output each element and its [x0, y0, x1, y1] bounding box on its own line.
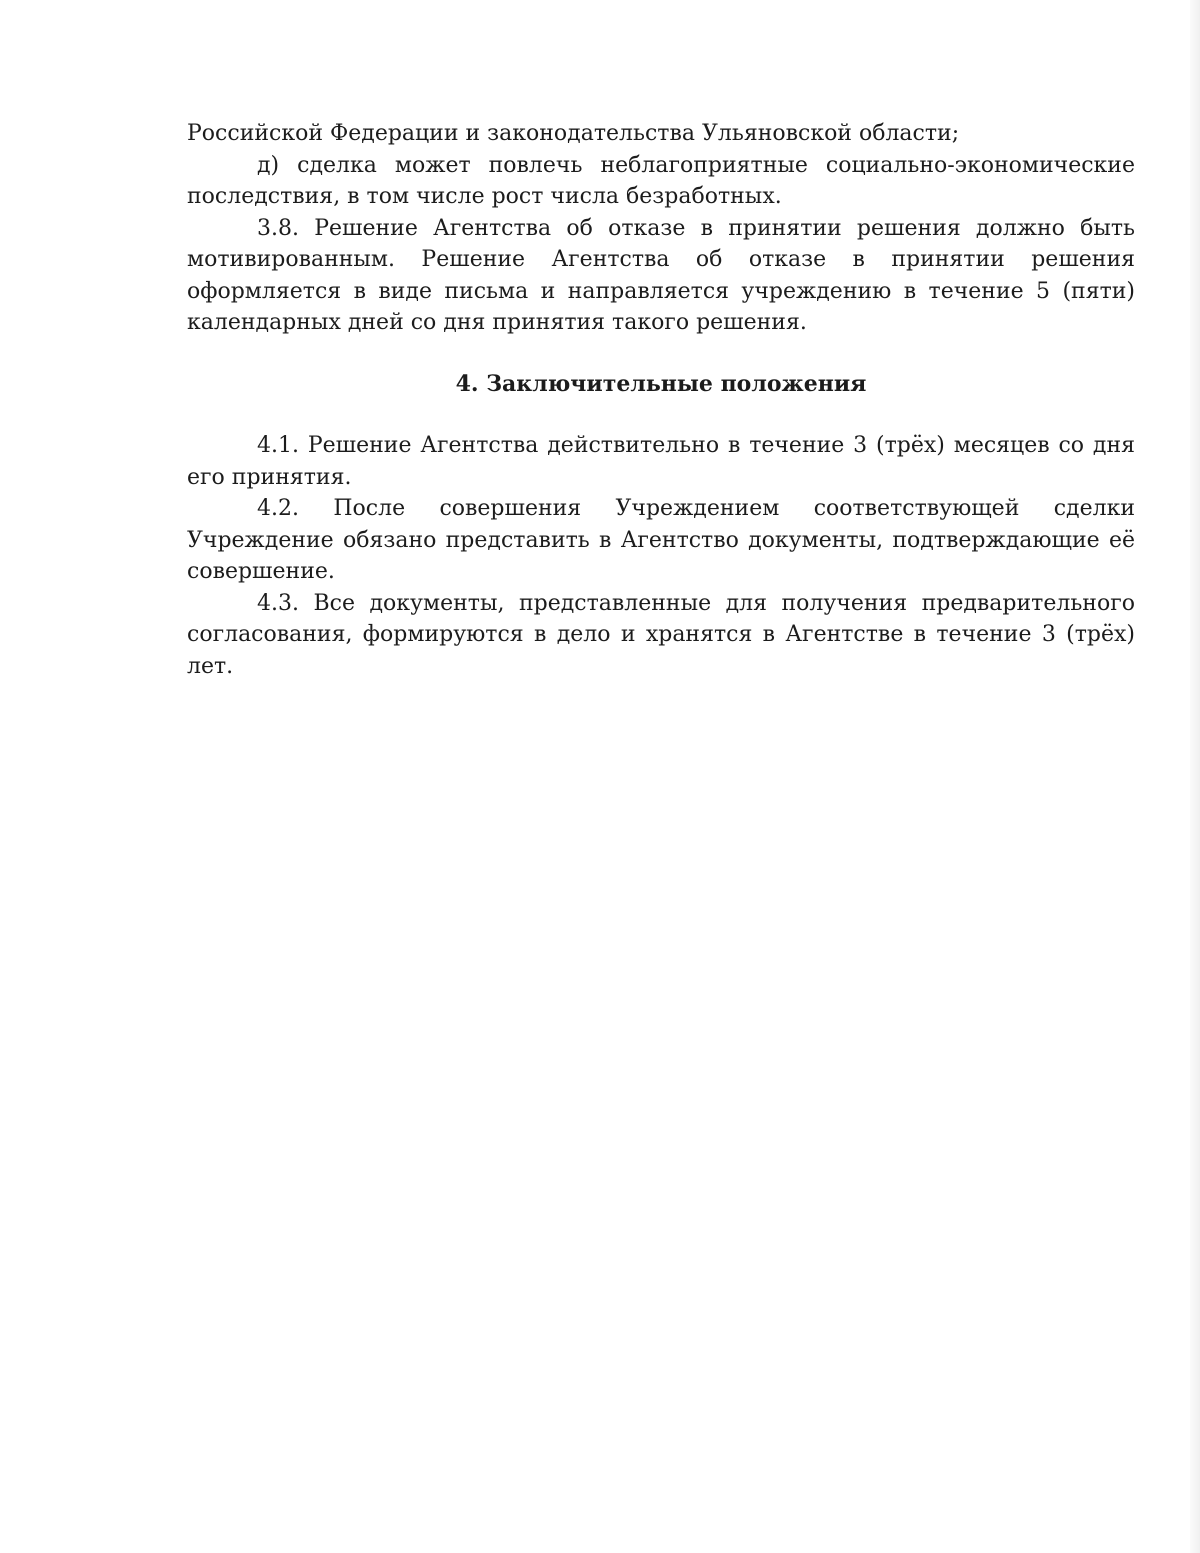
document-body — [187, 118, 1135, 682]
paragraph-4-1: 4.1. Решение Агентства действительно в течение 3 (трёх) месяцев со дня его принятия. — [187, 433, 1135, 490]
paragraph-4-3: 4.3. Все документы, представленные для получения предварительного согласования, формируются в дело и хранятся в Агентстве в течение 3 (трёх) лет. — [187, 590, 1135, 679]
paragraph-3-8: 3.8. Решение Агентства об отказе в принятии решения должно быть мотивированным. Решение Агентства об отказе в принятии решения оформляется в виде письма и направляется учреждению в течение 5 (пяти) календарных дней со дня принятия такого решения. — [187, 215, 1135, 335]
section-heading: 4. Заключительные положения — [455, 370, 867, 397]
scan-edge-shadow — [1190, 0, 1200, 1553]
paragraph-continuation: Российской Федерации и законодательства Ульяновской области; — [187, 121, 960, 146]
paragraph-item-d: д) сделка может повлечь неблагоприятные социально-экономические последствия, в том числе рост числа безработных. — [187, 152, 1135, 209]
paragraph-4-2: 4.2. После совершения Учреждением соответствующей сделки Учреждение обязано представить в Агентство документы, подтверждающие её совершение. — [187, 496, 1135, 584]
